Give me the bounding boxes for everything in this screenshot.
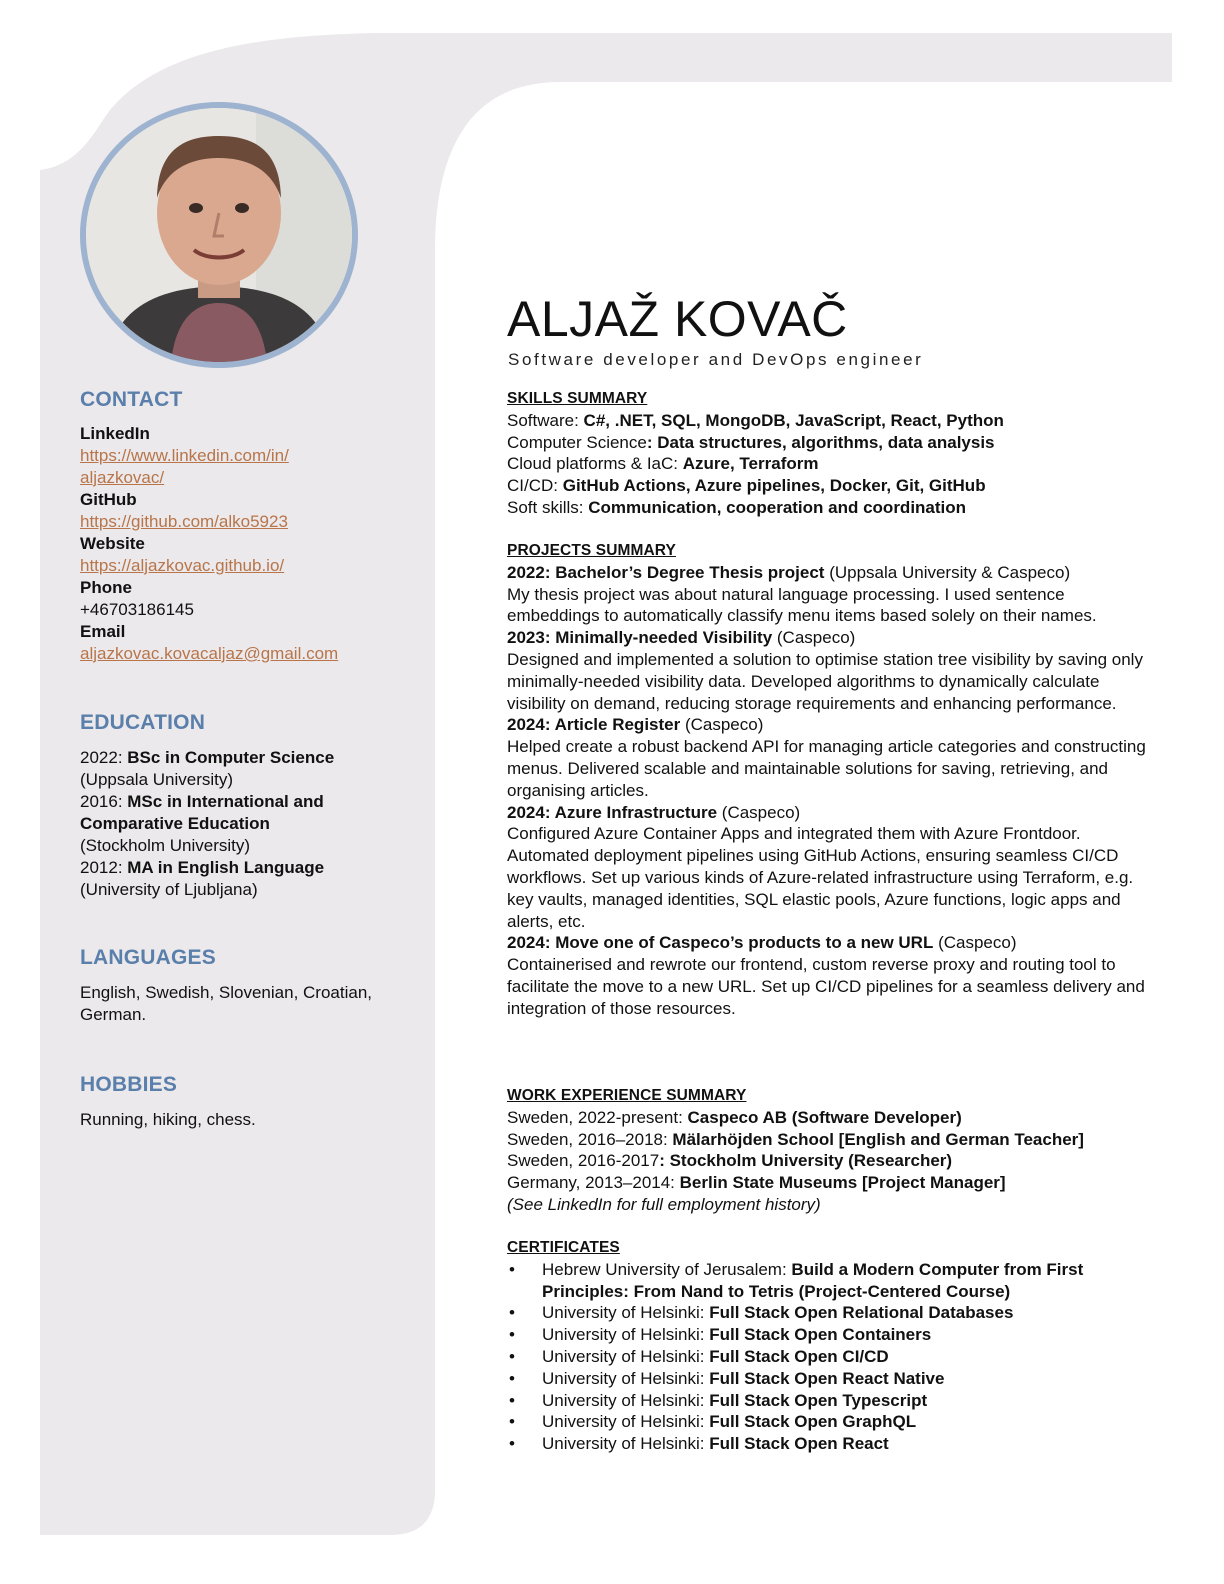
certificate-issuer: University of Helsinki: xyxy=(542,1368,710,1388)
education-degree: MSc in International and Comparative Education xyxy=(80,792,324,833)
certificate-name: Full Stack Open Relational Databases xyxy=(709,1303,1014,1323)
certificate-name: Full Stack Open Typescript xyxy=(709,1390,928,1410)
skill-label: Soft skills: xyxy=(507,497,589,517)
education-year: 2016: xyxy=(80,792,128,811)
certificate-name: Full Stack Open Containers xyxy=(709,1325,932,1345)
job-title: Software developer and DevOps engineer xyxy=(508,350,924,369)
project-description: My thesis project was about natural language processing. I used sentence embeddings to automatically classify menu items based solely on their names. xyxy=(507,584,1097,626)
work-heading: WORK EXPERIENCE SUMMARY xyxy=(507,1087,747,1104)
languages-heading: LANGUAGES xyxy=(80,946,216,969)
education-degree: BSc in Computer Science xyxy=(127,748,335,767)
project-item xyxy=(507,932,1147,1019)
hobbies-section xyxy=(80,1072,420,1131)
linkedin-link[interactable]: https://www.linkedin.com/in/ xyxy=(80,446,289,465)
languages-section xyxy=(80,945,410,1026)
skill-row xyxy=(507,432,1147,454)
project-item xyxy=(507,714,1147,801)
certificate-name: Full Stack Open React Native xyxy=(709,1368,945,1388)
profile-photo xyxy=(80,102,358,368)
work-label: Sweden, 2016–2018: xyxy=(507,1129,673,1149)
skill-value: Communication, cooperation and coordination xyxy=(588,497,967,517)
certificate-issuer: University of Helsinki: xyxy=(542,1303,710,1323)
project-description: Containerised and rewrote our frontend, custom reverse proxy and routing tool to facilitate the move to a new URL. Set up CI/CD pipelines for a seamless delivery and integration of those resources. xyxy=(507,955,1145,1018)
skill-label: Software: xyxy=(507,410,584,430)
certificates-list xyxy=(507,1259,1147,1455)
work-row xyxy=(507,1172,1147,1194)
skill-row xyxy=(507,497,1147,519)
certificate-item xyxy=(507,1302,1147,1324)
github-label: GitHub xyxy=(80,490,137,509)
certificate-name: Full Stack Open React xyxy=(709,1434,889,1454)
projects-section xyxy=(507,540,1147,1020)
skill-label: Cloud platforms & IaC: xyxy=(507,454,683,474)
languages-text: English, Swedish, Slovenian, Croatian, German. xyxy=(80,983,372,1024)
work-label: Sweden, 2022-present: xyxy=(507,1107,688,1127)
project-org: (Caspeco) xyxy=(717,802,801,822)
projects-heading: PROJECTS SUMMARY xyxy=(507,542,676,559)
project-item xyxy=(507,627,1147,714)
education-school: (Stockholm University) xyxy=(80,836,251,855)
skill-row xyxy=(507,410,1147,432)
education-year: 2012: xyxy=(80,858,128,877)
certificate-issuer: University of Helsinki: xyxy=(542,1390,710,1410)
certificate-item xyxy=(507,1390,1147,1412)
skill-row xyxy=(507,453,1147,475)
hobbies-heading: HOBBIES xyxy=(80,1073,178,1096)
project-title: 2023: Minimally-needed Visibility xyxy=(507,628,773,648)
project-org: (Caspeco) xyxy=(933,933,1017,953)
website-label: Website xyxy=(80,534,145,553)
certificate-name: Full Stack Open CI/CD xyxy=(709,1346,889,1366)
project-title: 2024: Article Register xyxy=(507,715,681,735)
work-label: Germany, 2013–2014: xyxy=(507,1173,680,1193)
work-value: Caspeco AB (Software Developer) xyxy=(687,1107,962,1127)
certificate-issuer: Hebrew University of Jerusalem: xyxy=(542,1259,792,1279)
work-row xyxy=(507,1107,1147,1129)
education-item xyxy=(80,791,370,835)
skill-value: GitHub Actions, Azure pipelines, Docker, Git, GitHub xyxy=(562,476,986,496)
certificates-heading: CERTIFICATES xyxy=(507,1239,620,1256)
work-label: Sweden, 2016-2017 xyxy=(507,1151,660,1171)
project-description: Helped create a robust backend API for managing article categories and constructing menus. Delivered scalable and maintainable solutions for saving, retrieving, and organising articles. xyxy=(507,737,1146,800)
education-section xyxy=(80,710,420,901)
project-title: 2022: Bachelor’s Degree Thesis project xyxy=(507,562,825,582)
work-note: (See LinkedIn for full employment history) xyxy=(507,1194,821,1214)
education-item xyxy=(80,857,420,879)
skill-value: : Data structures, algorithms, data analysis xyxy=(646,432,995,452)
certificate-item xyxy=(507,1346,1147,1368)
work-section xyxy=(507,1085,1147,1216)
project-org: (Caspeco) xyxy=(772,628,856,648)
work-row xyxy=(507,1150,1147,1172)
certificate-item xyxy=(507,1411,1147,1433)
person-name: ALJAŽ KOVAČ xyxy=(507,291,848,347)
project-description: Configured Azure Container Apps and integrated them with Azure Frontdoor. Automated deployment pipelines using GitHub Actions, ensuring seamless CI/CD workflows. Set up various kinds of Azure-related infrastructure using Terraform, e.g. key vaults, managed identities, SQL elastic pools, Azure functions, logic apps and alerts, etc. xyxy=(507,824,1134,931)
github-link[interactable]: https://github.com/alko5923 xyxy=(80,512,288,531)
skill-label: Computer Science xyxy=(507,432,647,452)
skills-heading: SKILLS SUMMARY xyxy=(507,390,648,407)
skill-value: Azure, Terraform xyxy=(682,454,819,474)
skill-label: CI/CD: xyxy=(507,476,563,496)
portrait-illustration xyxy=(86,108,352,362)
education-school: (Uppsala University) xyxy=(80,770,234,789)
project-title: 2024: Azure Infrastructure xyxy=(507,802,718,822)
project-org: (Caspeco) xyxy=(680,715,764,735)
certificate-item xyxy=(507,1368,1147,1390)
email-label: Email xyxy=(80,622,126,641)
work-value: Mälarhöjden School [English and German Teacher] xyxy=(672,1129,1084,1149)
certificate-name: Build a Modern Computer from First Principles: From Nand to Tetris (Project-Centered Course) xyxy=(542,1259,1084,1301)
skill-value: C#, .NET, SQL, MongoDB, JavaScript, React, Python xyxy=(583,410,1004,430)
certificate-item xyxy=(507,1324,1147,1346)
certificate-issuer: University of Helsinki: xyxy=(542,1325,710,1345)
work-value: Berlin State Museums [Project Manager] xyxy=(679,1173,1006,1193)
skill-row xyxy=(507,475,1147,497)
certificate-issuer: University of Helsinki: xyxy=(542,1346,710,1366)
skills-section xyxy=(507,388,1147,519)
certificate-item xyxy=(507,1433,1147,1455)
project-item xyxy=(507,562,1147,627)
hobbies-text: Running, hiking, chess. xyxy=(80,1110,256,1129)
work-row xyxy=(507,1129,1147,1151)
project-title: 2024: Move one of Caspeco’s products to a new URL xyxy=(507,933,934,953)
work-value: : Stockholm University (Researcher) xyxy=(659,1151,953,1171)
certificates-section xyxy=(507,1237,1147,1455)
phone-label: Phone xyxy=(80,578,132,597)
linkedin-label: LinkedIn xyxy=(80,424,150,443)
education-year: 2022: xyxy=(80,748,128,767)
certificate-name: Full Stack Open GraphQL xyxy=(709,1412,917,1432)
education-degree: MA in English Language xyxy=(127,858,325,877)
education-item xyxy=(80,747,420,769)
phone-number: +46703186145 xyxy=(80,600,194,619)
contact-section xyxy=(80,387,420,665)
certificate-issuer: University of Helsinki: xyxy=(542,1412,710,1432)
project-description: Designed and implemented a solution to optimise station tree visibility by saving only minimally-needed visibility data. Developed algorithms to dynamically calculate visibility on demand, reducing storage requirements and enhancing performance. xyxy=(507,649,1143,713)
project-item xyxy=(507,802,1147,933)
certificate-item xyxy=(507,1259,1147,1303)
certificate-issuer: University of Helsinki: xyxy=(542,1434,710,1454)
contact-heading: CONTACT xyxy=(80,388,183,411)
linkedin-link-continued[interactable]: aljazkovac/ xyxy=(80,468,165,487)
email-link[interactable]: aljazkovac.kovacaljaz@gmail.com xyxy=(80,644,339,663)
website-link[interactable]: https://aljazkovac.github.io/ xyxy=(80,556,285,575)
education-school: (University of Ljubljana) xyxy=(80,880,258,899)
education-heading: EDUCATION xyxy=(80,711,206,734)
project-org: (Uppsala University & Caspeco) xyxy=(824,562,1071,582)
